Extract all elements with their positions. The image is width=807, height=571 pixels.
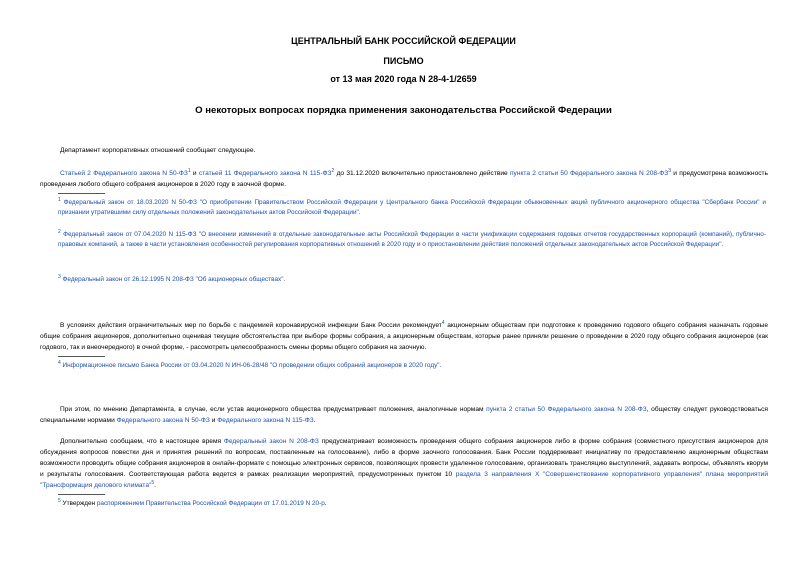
link-p2-art50-208fz-2[interactable]: пункта 2 статьи 50 Федерального закона N 208-ФЗ — [486, 406, 647, 413]
paragraph-1: Статьей 2 Федерального закона N $50-ФЗ^1$ и статьей 11 Федерального закона N $115-ФЗ^2$ до 31.12.2020 включительно приостановлено действие пункта 2 статьи 50 Федерального закона N $208-ФЗ^3$ и предусмотрена возможность проведения любого общего собрания акционеров в 2020 году в заочной форме. — [40, 167, 768, 188]
link-section3-plan[interactable]: раздела 3 направления X "Совершенствование корпоративного управления" плана мероприятий "Трансформация делового климата" — [40, 471, 768, 489]
document-date-number: от 13 мая 2020 года N 28-4-1/2659 — [330, 74, 477, 84]
footnote-1: $^1$ Федеральный закон от 18.03.2020 N 50-ФЗ "О приобретении Правительством Российской Федерации у Центрального банка Российской Федерации обыкновенных акций публичного акционерного общества "Сбербанк России" и признании утратившими силу отдельных положений законодательных актов Российской Федерации". — [58, 196, 766, 216]
link-art2-50fz[interactable]: Статьей 2 Федерального закона N 50-ФЗ — [60, 170, 188, 177]
footnote-ref-3[interactable]: 3 — [668, 167, 672, 174]
footnote-2: $^2$ Федеральный закон от 07.04.2020 N 115-ФЗ "О внесении изменений в отдельные законодательные акты Российской Федерации в части унификации содержания годовых отчетов государственных корпораций (компаний), публично-правовых компаний, а также в части установления особенностей регулирования корпоративных отношений в 2020 году и о приостановлении действия положений отдельных законодательных актов Российской Федерации". — [58, 228, 766, 248]
footnote-1-link[interactable]: Федеральный закон от 18.03.2020 N 50-ФЗ "О приобретении Правительством Российской Федерации у Центрального банка Российской Федерации обыкновенных акций публичного акционерного общества "Сбербанк России" и признании утратившими силу отдельных положений законодательных актов Российской Федерации". — [58, 199, 766, 216]
link-115fz[interactable]: Федерального закона N 115-ФЗ — [217, 417, 314, 424]
paragraph-3: При этом, по мнению Департамента, в случае, если устав акционерного общества предусматривает положения, аналогичные нормам пункта 2 статьи 50 Федерального закона N 208-ФЗ, обществу следует руководствоваться специальными нормами Федерального закона N 50-ФЗ и Федерального закона N 115-ФЗ. — [40, 406, 768, 424]
paragraph-4: Дополнительно сообщаем, что в настоящее время Федеральный закон N 208-ФЗ предусматривает возможность проведения общего собрания акционеров либо в форме собрания (совместного присутствия акционеров для обсуждения вопросов повестки дня и принятия решений по вопросам, поставленным на голосование), либо в форме заочного голосования. Банк России поддерживает инициативу по предоставлению акционерным обществам возможности проводить общие собрания акционеров в онлайн-формате с помощью электронных сервисов, позволяющих провести удаленное голосование, организовать трансляцию выступлений, задавать вопросы, объявлять кворум и результаты голосования. Соответствующая работа ведется в рамках реализации мероприятий, предусмотренных пунктом 10 раздела 3 направления X "Совершенствование корпоративного управления" плана мероприятий "Трансформация делового климата"$^5$. — [40, 438, 768, 489]
footnote-separator — [58, 193, 105, 194]
footnote-separator — [58, 356, 105, 357]
org-title: ЦЕНТРАЛЬНЫЙ БАНК РОССИЙСКОЙ ФЕДЕРАЦИИ — [291, 36, 516, 46]
link-208fz[interactable]: Федеральный закон N 208-ФЗ — [223, 438, 319, 445]
footnote-ref-1[interactable]: 1 — [187, 167, 191, 174]
footnote-separator — [58, 494, 105, 495]
footnote-3: $^3$ Федеральный закон от 26.12.1995 N 208-ФЗ "Об акционерных обществах". — [58, 273, 286, 283]
footnote-ref-4[interactable]: 4 — [441, 319, 445, 326]
footnote-4-link[interactable]: Информационное письмо Банка России от 03.04.2020 N ИН-06-28/48 "О проведении общих собраний акционеров в 2020 году". — [60, 362, 442, 369]
document-type: ПИСЬМО — [383, 56, 424, 66]
footnote-ref-2[interactable]: 2 — [331, 167, 335, 174]
footnote-3-link[interactable]: Федеральный закон от 26.12.1995 N 208-ФЗ "Об акционерных обществах". — [60, 276, 286, 283]
link-art11-115fz[interactable]: статьей 11 Федерального закона N 115-ФЗ — [198, 170, 332, 177]
link-50fz[interactable]: Федерального закона N 50-ФЗ — [116, 417, 210, 424]
footnote-4: $^4$ Информационное письмо Банка России от 03.04.2020 N ИН-06-28/48 "О проведении общих собраний акционеров в 2020 году". — [58, 359, 442, 369]
intro-paragraph: Департамент корпоративных отношений сообщает следующее. — [60, 147, 256, 154]
footnote-5: $^5$ Утвержден распоряжением Правительства Российской Федерации от 17.01.2019 N 20-р. — [58, 497, 327, 507]
link-p2-art50-208fz[interactable]: пункта 2 статьи 50 Федерального закона N 208-ФЗ — [509, 170, 669, 177]
footnote-2-link[interactable]: Федеральный закон от 07.04.2020 N 115-ФЗ "О внесении изменений в отдельные законодательные акты Российской Федерации в части унификации содержания годовых отчетов государственных корпораций (компаний), публично-правовых компаний, а также в части установления особенностей регулирования корпоративных отношений в 2020 году и о приостановлении действия положений отдельных законодательных актов Российской Федерации". — [58, 231, 766, 248]
paragraph-2: В условиях действия ограничительных мер по борьбе с пандемией коронавирусной инфекции Банк России рекомендует$^4$ акционерным обществам при подготовке к проведению годового общего собрания назначать годовые общие собрания акционеров, дополнительно оценивая текущие обстоятельства при выборе формы собрания, а акционерным обществам, которые ранее приняли решение о проведении в 2020 году общего собрания акционеров (как годового, так и внеочередного) в очной форме, - рассмотреть целесообразность смены формы общего собрания на заочную. — [40, 319, 768, 351]
document-subject: О некоторых вопросах порядка применения законодательства Российской Федерации — [195, 105, 612, 116]
footnote-ref-5[interactable]: 5 — [151, 479, 155, 486]
footnote-5-link[interactable]: распоряжением Правительства Российской Федерации от 17.01.2019 N 20-р — [96, 500, 325, 507]
